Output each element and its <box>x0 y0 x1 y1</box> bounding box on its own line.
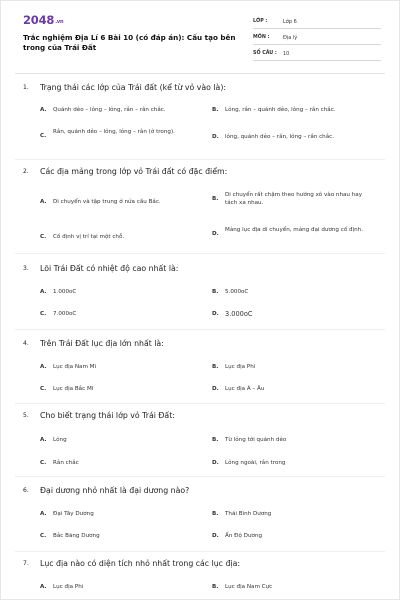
meta-value: Lớp 6 <box>283 18 297 25</box>
option-b[interactable] <box>212 436 377 444</box>
option-letter: A. <box>40 289 47 295</box>
question-text: Trên Trái Đất lục địa lớn nhất là: <box>40 339 164 348</box>
question-divider <box>15 403 385 404</box>
option-d[interactable] <box>212 385 377 393</box>
option-text: Lục địa Nam Cực <box>225 584 273 590</box>
option-text: lỏng, quánh dẻo – rắn, lỏng – rắn chắc. <box>225 134 334 140</box>
option-letter: B. <box>212 196 219 202</box>
option-text: Thái Bình Dương <box>225 511 272 517</box>
option-letter: B. <box>212 511 219 517</box>
option-letter: C. <box>40 133 47 139</box>
option-text: Lỏng, rắn – quánh dẻo, lỏng – rắn chắc. <box>225 107 336 113</box>
option-letter: A. <box>40 107 47 113</box>
option-letter: D. <box>212 533 219 539</box>
question-divider <box>15 476 385 477</box>
option-a[interactable] <box>40 198 192 206</box>
question-header <box>23 83 226 92</box>
option-letter: D. <box>212 311 219 317</box>
option-text: Đại Tây Dương <box>53 511 94 517</box>
option-a[interactable] <box>40 106 192 114</box>
option-text: Lục địa Nam Mĩ <box>53 364 97 370</box>
option-letter: A. <box>40 199 47 205</box>
option-letter: C. <box>40 234 47 240</box>
option-d[interactable] <box>212 532 377 540</box>
option-text: Cố định vị trí tại một chỗ. <box>53 234 125 240</box>
logo-suffix: .vn <box>55 19 64 25</box>
site-logo[interactable] <box>23 13 63 27</box>
option-letter: B. <box>212 364 219 370</box>
option-d[interactable] <box>212 133 377 141</box>
option-letter: A. <box>40 437 47 443</box>
option-text: Lục địa Phi <box>53 584 84 590</box>
question-number: 2. <box>23 168 29 175</box>
header-divider <box>15 73 385 74</box>
option-letter: A. <box>40 584 47 590</box>
option-text: Rắn, quánh dẻo – lỏng, lỏng – rắn (ở trong). <box>53 129 175 135</box>
question-text: Đại dương nhỏ nhất là đại dương nào? <box>40 486 190 495</box>
option-letter: B. <box>212 437 219 443</box>
question-number: 7. <box>23 560 29 567</box>
option-text: Lỏng <box>53 437 67 443</box>
option-b[interactable] <box>212 191 372 207</box>
option-c[interactable] <box>40 128 175 140</box>
question-divider <box>15 159 385 160</box>
question-header <box>23 486 189 495</box>
option-c[interactable] <box>40 385 192 393</box>
question-header <box>23 411 175 420</box>
question-text: Lục địa nào có diện tích nhỏ nhất trong các lục địa: <box>40 559 240 568</box>
document-title: Trắc nghiệm Địa Lí 6 Bài 10 (có đáp án): Cấu tạo bên trong của Trái Đất <box>23 33 236 52</box>
option-letter: D. <box>212 231 219 237</box>
option-text: Mảng lục địa di chuyển, mảng đại dương cố định. <box>225 227 363 233</box>
question-divider <box>15 551 385 552</box>
option-text: Di chuyển rất chậm theo hướng xô vào nhau hay tách xa nhau. <box>225 192 363 207</box>
option-a[interactable] <box>40 363 192 371</box>
option-b[interactable] <box>212 583 377 591</box>
option-letter: D. <box>212 460 219 466</box>
option-c[interactable] <box>40 459 192 467</box>
option-b[interactable] <box>212 363 377 371</box>
meta-label: LỚP : <box>253 19 268 24</box>
question-text: Trạng thái các lớp của Trái đất (kể từ vỏ vào là): <box>40 83 227 92</box>
option-d[interactable] <box>212 459 377 467</box>
option-b[interactable] <box>212 510 377 518</box>
option-letter: D. <box>212 386 219 392</box>
option-text: 5.000oC <box>225 289 249 295</box>
option-c[interactable] <box>40 310 192 318</box>
option-d[interactable] <box>212 226 372 238</box>
question-text: Lõi Trái Đất có nhiệt độ cao nhất là: <box>40 264 179 273</box>
option-text: 3.000oC <box>225 310 253 318</box>
meta-row-subject <box>253 31 381 45</box>
question-header <box>23 264 178 273</box>
option-text: 1.000oC <box>53 289 77 295</box>
meta-row-class <box>253 15 381 29</box>
option-text: Quánh dẻo – lỏng – lỏng, rắn – rắn chắc. <box>53 107 166 113</box>
option-d[interactable] <box>212 310 377 318</box>
option-text: Bắc Băng Dương <box>53 533 100 539</box>
question-header <box>23 167 227 176</box>
meta-label: SỐ CÂU : <box>253 51 277 56</box>
question-divider <box>15 253 385 254</box>
question-number: 5. <box>23 412 29 419</box>
logo-main: 2048 <box>23 13 55 27</box>
option-letter: B. <box>212 107 219 113</box>
option-letter: C. <box>40 533 47 539</box>
meta-row-count <box>253 47 381 61</box>
option-text: Rắn chắc <box>53 460 79 466</box>
question-divider <box>15 329 385 330</box>
option-text: Từ lỏng tới quánh dẻo <box>225 437 287 443</box>
option-c[interactable] <box>40 532 192 540</box>
option-letter: C. <box>40 460 47 466</box>
option-text: Lục địa Phi <box>225 364 256 370</box>
option-text: Lục địa Bắc Mĩ <box>53 386 94 392</box>
option-letter: A. <box>40 511 47 517</box>
meta-label: MÔN : <box>253 35 270 40</box>
option-a[interactable] <box>40 510 192 518</box>
option-text: 7.000oC <box>53 311 77 317</box>
option-letter: C. <box>40 311 47 317</box>
option-letter: C. <box>40 386 47 392</box>
option-a[interactable] <box>40 583 192 591</box>
option-a[interactable] <box>40 436 192 444</box>
option-text: Lục địa Á – Âu <box>225 386 265 392</box>
option-text: Di chuyển và tập trung ở nửa cầu Bắc. <box>53 199 161 205</box>
option-letter: D. <box>212 134 219 140</box>
option-letter: B. <box>212 584 219 590</box>
option-text: Ấn Độ Dương <box>225 533 263 539</box>
option-c[interactable] <box>40 233 192 241</box>
option-letter: A. <box>40 364 47 370</box>
question-text: Các địa mảng trong lớp vỏ Trái đất có đặc điểm: <box>40 167 228 176</box>
option-text: Lỏng ngoài, rắn trong <box>225 460 286 466</box>
option-a[interactable] <box>40 288 192 296</box>
question-header <box>23 339 164 348</box>
meta-value: 10 <box>283 50 290 57</box>
option-b[interactable] <box>212 106 377 114</box>
question-number: 4. <box>23 340 29 347</box>
question-number: 1. <box>23 84 29 91</box>
meta-value: Địa lý <box>283 34 298 41</box>
question-header <box>23 559 240 568</box>
question-number: 3. <box>23 265 29 272</box>
option-b[interactable] <box>212 288 377 296</box>
option-letter: B. <box>212 289 219 295</box>
question-number: 6. <box>23 487 29 494</box>
question-text: Cho biết trạng thái lớp vỏ Trái Đất: <box>40 411 175 420</box>
meta-info-box <box>253 15 381 63</box>
